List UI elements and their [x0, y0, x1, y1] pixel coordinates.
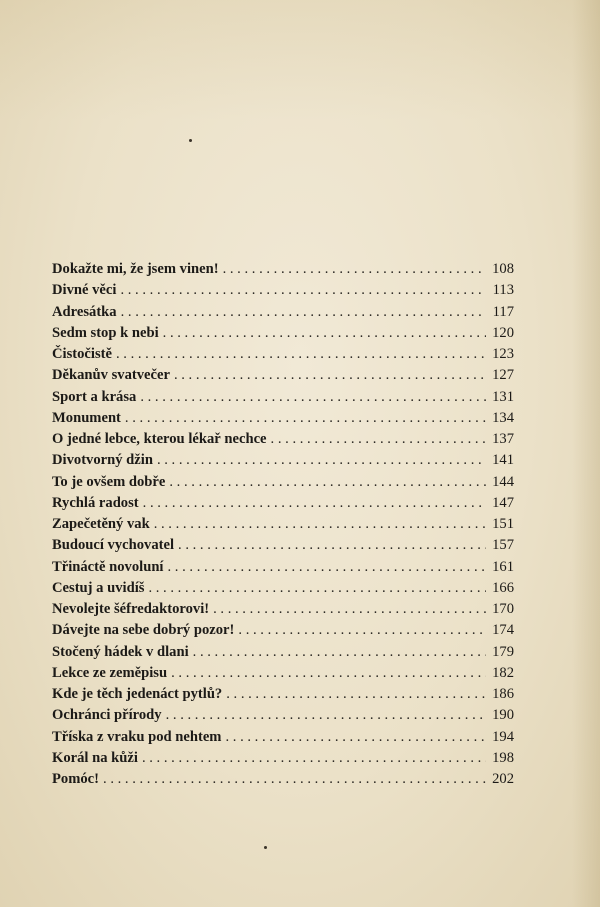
toc-entry-title: Divotvorný džin	[52, 452, 153, 469]
toc-entry-page: 174	[492, 622, 514, 639]
toc-dot-leader	[154, 514, 486, 535]
toc-entry	[52, 280, 514, 301]
toc-entry-page: 147	[492, 494, 514, 511]
toc-dot-leader	[163, 323, 486, 344]
toc-entry-page: 202	[492, 771, 514, 787]
toc-entry-title: Monument	[52, 409, 121, 426]
toc-entry-title: Sport a krása	[52, 388, 137, 405]
toc-entry-page: 144	[492, 473, 514, 490]
toc-entry	[52, 769, 514, 790]
toc-dot-leader	[178, 535, 486, 556]
toc-entry-title: Budoucí vychovatel	[52, 537, 175, 554]
toc-dot-leader	[225, 727, 486, 748]
toc-dot-leader	[271, 429, 486, 450]
toc-entry	[52, 365, 514, 386]
toc-entry	[52, 259, 514, 280]
toc-entry-title: To je ovšem dobře	[52, 473, 166, 490]
toc-entry-page: 123	[492, 346, 514, 362]
toc-entry-title: Pomóc!	[52, 771, 100, 787]
toc-entry	[52, 620, 514, 641]
toc-entry-title: Dávejte na sebe dobrý pozor!	[52, 622, 235, 639]
toc-entry-page: 141	[492, 452, 514, 469]
toc-dot-leader	[157, 450, 486, 471]
toc-entry-page: 134	[492, 409, 514, 426]
toc-entry-title: Rychlá radost	[52, 494, 139, 511]
toc-dot-leader	[140, 387, 486, 408]
toc-entry	[52, 450, 514, 471]
toc-entry-page: 190	[492, 707, 514, 724]
toc-entry-page: 131	[492, 388, 514, 405]
toc-entry-title: Kde je těch jedenáct pytlů?	[52, 686, 223, 702]
toc-entry-title: O jedné lebce, kterou lékař nechce	[52, 431, 267, 447]
toc-entry-page: 137	[492, 431, 514, 447]
toc-entry-title: Lekce ze zeměpisu	[52, 664, 168, 681]
ink-speck	[189, 139, 192, 142]
toc-dot-leader	[120, 280, 486, 301]
toc-entry-title: Korál na kůži	[52, 749, 138, 766]
toc-dot-leader	[169, 472, 486, 493]
toc-dot-leader	[148, 578, 486, 599]
toc-entry	[52, 727, 514, 748]
toc-entry-page: 161	[492, 558, 514, 575]
toc-dot-leader	[193, 642, 486, 663]
toc-entry	[52, 599, 514, 620]
toc-entry-title: Sedm stop k nebi	[52, 324, 159, 341]
toc-dot-leader	[143, 493, 486, 514]
toc-entry-page: 120	[492, 324, 514, 341]
toc-entry-page: 182	[492, 664, 514, 681]
toc-entry-title: Dokažte mi, že jsem vinen!	[52, 261, 219, 277]
toc-entry	[52, 748, 514, 769]
toc-entry	[52, 387, 514, 408]
toc-dot-leader	[174, 365, 486, 386]
toc-entry-title: Adresátka	[52, 303, 117, 320]
toc-entry	[52, 663, 514, 684]
toc-entry	[52, 429, 514, 450]
toc-entry	[52, 408, 514, 429]
toc-entry	[52, 557, 514, 578]
toc-entry-page: 194	[492, 728, 514, 745]
toc-entry-page: 117	[492, 303, 514, 320]
toc-entry	[52, 514, 514, 535]
toc-entry	[52, 684, 514, 705]
toc-entry-title: Cestuj a uvidíš	[52, 579, 145, 596]
toc-entry-title: Třináctě novoluní	[52, 558, 164, 575]
toc-dot-leader	[171, 663, 486, 684]
toc-dot-leader	[103, 769, 486, 790]
toc-entry-page: 127	[492, 367, 514, 384]
toc-entry	[52, 578, 514, 599]
toc-entry-title: Stočený hádek v dlani	[52, 643, 189, 660]
toc-entry-title: Zapečetěný vak	[52, 516, 150, 532]
ink-speck	[264, 846, 267, 849]
toc-dot-leader	[226, 684, 486, 705]
toc-dot-leader	[166, 705, 486, 726]
toc-entry	[52, 302, 514, 323]
toc-entry-title: Děkanův svatvečer	[52, 367, 170, 384]
toc-entry-page: 113	[492, 282, 514, 299]
toc-entry-title: Divné věci	[52, 282, 117, 299]
toc-entry	[52, 705, 514, 726]
toc-dot-leader	[238, 620, 486, 641]
toc-entry-page: 179	[492, 643, 514, 660]
toc-dot-leader	[223, 259, 486, 280]
toc-dot-leader	[168, 557, 487, 578]
toc-entry-title: Čistočistě	[52, 346, 112, 362]
toc-dot-leader	[116, 344, 486, 365]
toc-entry-page: 166	[492, 579, 514, 596]
toc-dot-leader	[121, 302, 486, 323]
toc-entry-page: 198	[492, 749, 514, 766]
toc-dot-leader	[213, 599, 486, 620]
toc-entry	[52, 535, 514, 556]
toc-entry-page: 157	[492, 537, 514, 554]
toc-entry-page: 170	[492, 601, 514, 617]
toc-entry	[52, 642, 514, 663]
toc-entry-page: 151	[492, 516, 514, 532]
table-of-contents	[52, 259, 514, 790]
toc-entry-page: 186	[492, 686, 514, 702]
toc-entry	[52, 472, 514, 493]
toc-dot-leader	[125, 408, 486, 429]
toc-entry	[52, 323, 514, 344]
toc-entry-title: Tříska z vraku pod nehtem	[52, 728, 222, 745]
toc-entry-title: Ochránci přírody	[52, 707, 162, 724]
toc-entry-page: 108	[492, 261, 514, 277]
toc-entry	[52, 493, 514, 514]
toc-dot-leader	[142, 748, 486, 769]
toc-entry-title: Nevolejte šéfredaktorovi!	[52, 601, 210, 617]
toc-entry	[52, 344, 514, 365]
